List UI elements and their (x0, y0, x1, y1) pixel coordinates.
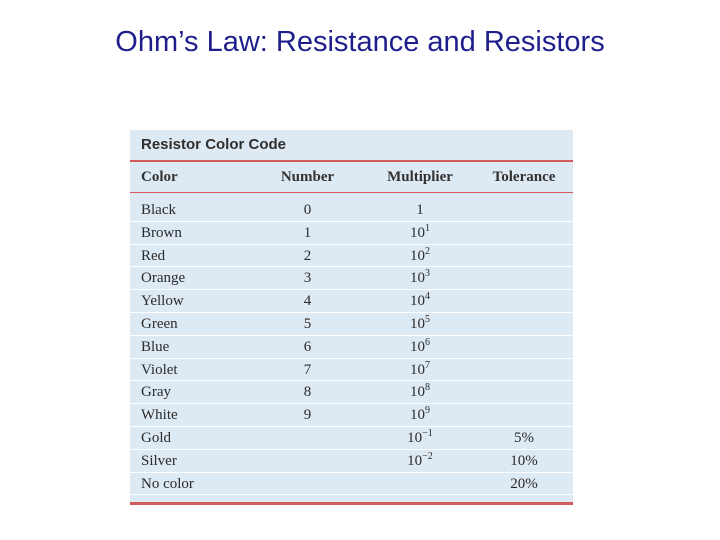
table-row (130, 245, 573, 268)
multiplier-exponent: 3 (425, 268, 430, 280)
cell-number (250, 427, 365, 449)
cell-tolerance (475, 222, 573, 244)
table-row (130, 290, 573, 313)
multiplier-base: 10 (410, 338, 425, 355)
cell-multiplier (365, 427, 475, 449)
multiplier-base: 10 (410, 224, 425, 241)
cell-color: Yellow (141, 293, 184, 310)
cell-color: Violet (141, 361, 178, 378)
cell-multiplier (365, 359, 475, 381)
cell-number: 7 (303, 361, 312, 378)
cell-number: 4 (303, 293, 312, 310)
cell-tolerance (475, 404, 573, 426)
cell-color: No color (141, 475, 194, 492)
cell-multiplier (365, 381, 475, 403)
cell-multiplier (365, 199, 475, 221)
cell-number: 2 (303, 247, 312, 264)
cell-tolerance (475, 336, 573, 358)
cell-multiplier (365, 290, 475, 312)
header-tolerance: Tolerance (492, 169, 556, 185)
multiplier-exponent: 8 (425, 382, 430, 394)
multiplier-base: 10 (410, 270, 425, 287)
table-body (130, 193, 573, 495)
cell-tolerance (475, 245, 573, 267)
cell-multiplier (365, 450, 475, 472)
table-row (130, 404, 573, 427)
multiplier-exponent: −1 (422, 427, 433, 439)
multiplier-base: 10 (407, 429, 423, 446)
multiplier-exponent: 2 (425, 245, 430, 257)
multiplier-exponent: −2 (422, 450, 433, 462)
multiplier-base: 10 (410, 315, 425, 332)
cell-multiplier (365, 404, 475, 426)
cell-color: Silver (141, 452, 177, 469)
cell-color: Gold (141, 429, 171, 446)
multiplier-base: 10 (410, 384, 425, 401)
cell-color: Red (141, 247, 166, 264)
table-row (130, 450, 573, 473)
multiplier-base: 10 (410, 293, 425, 310)
table-caption: Resistor Color Code (130, 130, 573, 162)
table-row (130, 313, 573, 336)
table-row (130, 222, 573, 245)
table-header-row (130, 162, 573, 193)
cell-tolerance: 20% (510, 475, 538, 492)
cell-number: 0 (303, 202, 312, 218)
header-number: Number (280, 169, 335, 185)
table-row (130, 336, 573, 359)
table-row (130, 199, 573, 222)
multiplier-base: 10 (407, 452, 423, 469)
cell-tolerance: 10% (510, 452, 538, 469)
cell-number: 1 (303, 224, 312, 241)
multiplier-exponent: 5 (425, 313, 430, 325)
cell-tolerance (475, 313, 573, 335)
cell-multiplier (365, 267, 475, 289)
cell-color: Green (141, 315, 178, 332)
cell-tolerance (475, 199, 573, 221)
cell-color: Orange (141, 270, 186, 287)
cell-color: Gray (141, 384, 171, 401)
cell-tolerance: 5% (514, 429, 534, 446)
table-row (130, 473, 573, 496)
cell-tolerance (475, 359, 573, 381)
cell-number (250, 450, 365, 472)
multiplier-exponent: 4 (425, 291, 430, 303)
multiplier-base: 10 (410, 361, 425, 378)
multiplier-base: 10 (410, 407, 425, 424)
cell-number: 8 (303, 384, 312, 401)
multiplier-exponent: 6 (425, 336, 430, 348)
table-row (130, 381, 573, 404)
multiplier-exponent: 1 (425, 222, 430, 234)
multiplier-base: 1 (416, 202, 424, 218)
cell-multiplier (365, 222, 475, 244)
cell-tolerance (475, 381, 573, 403)
table-row (130, 267, 573, 290)
cell-number: 6 (303, 338, 312, 355)
cell-tolerance (475, 290, 573, 312)
cell-color: Blue (141, 338, 170, 355)
cell-multiplier (365, 336, 475, 358)
multiplier-exponent: 9 (425, 405, 430, 417)
cell-multiplier (365, 313, 475, 335)
header-multiplier: Multiplier (387, 169, 453, 185)
cell-number (250, 473, 365, 495)
cell-color: Brown (141, 224, 182, 241)
cell-color: White (141, 407, 178, 424)
table-row (130, 427, 573, 450)
cell-tolerance (475, 267, 573, 289)
multiplier-base: 10 (410, 247, 425, 264)
cell-number: 9 (303, 407, 312, 424)
header-color: Color (141, 169, 178, 185)
table-row (130, 359, 573, 382)
resistor-color-code-table (130, 130, 573, 505)
cell-multiplier (365, 245, 475, 267)
slide-title: Ohm’s Law: Resistance and Resistors (115, 26, 605, 58)
cell-number: 3 (303, 270, 312, 287)
multiplier-exponent: 7 (425, 359, 430, 371)
cell-number: 5 (303, 315, 312, 332)
cell-multiplier (365, 473, 475, 495)
cell-color: Black (141, 202, 176, 218)
